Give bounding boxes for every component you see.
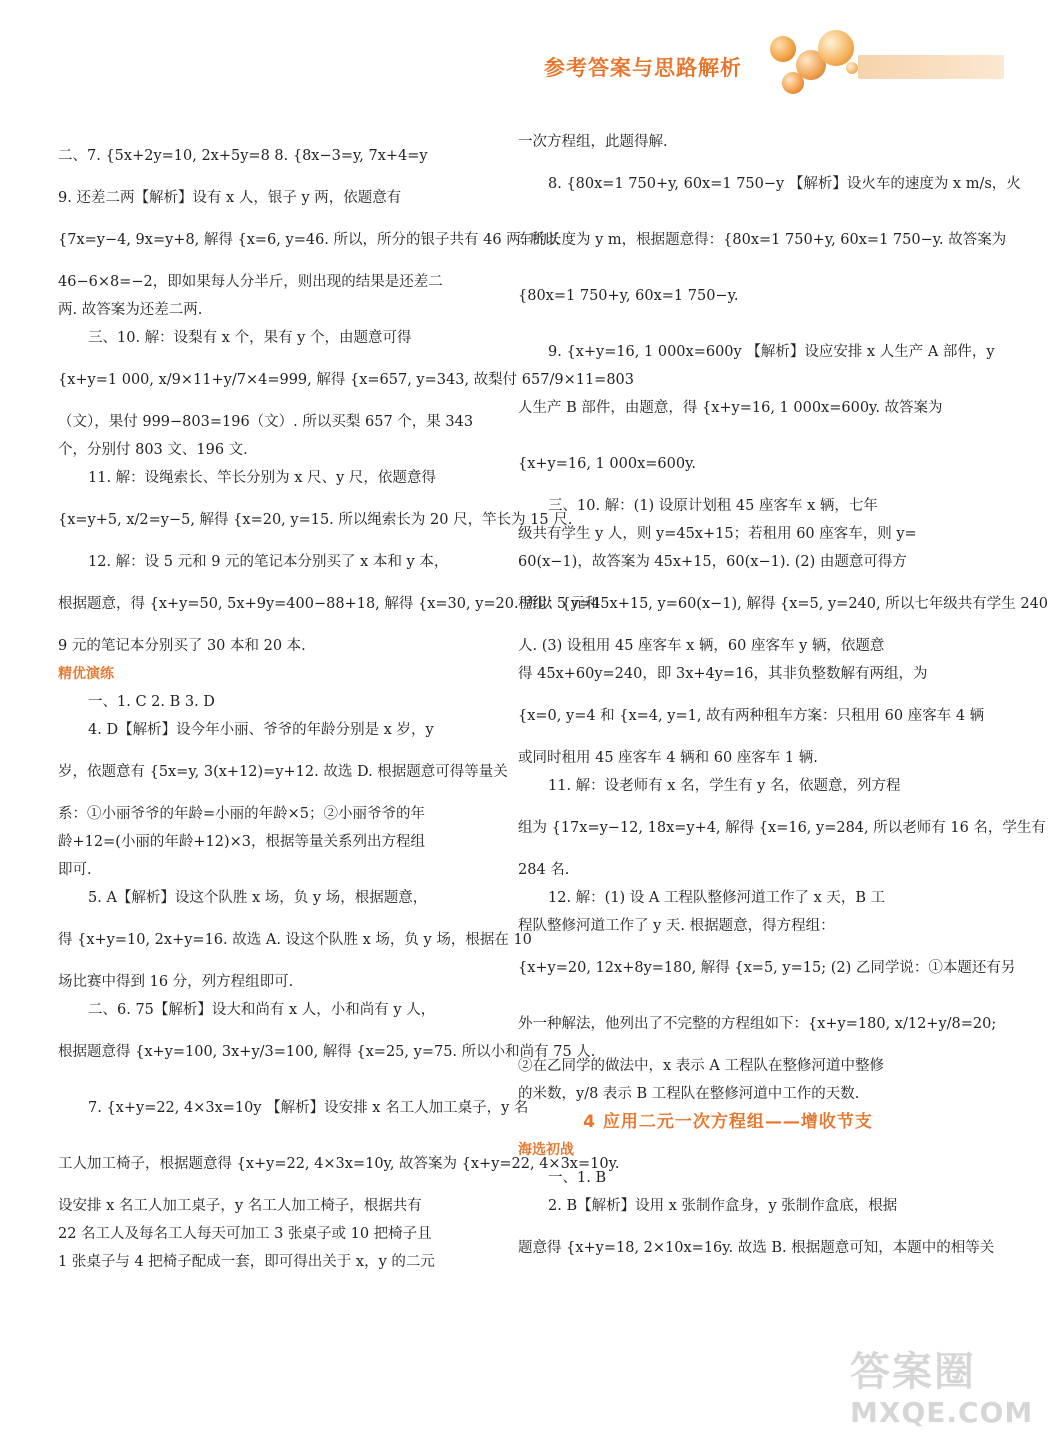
text-line: 或同时租用 45 座客车 4 辆和 60 座客车 1 辆. bbox=[518, 750, 818, 766]
text-line: 程组：{y=45x+15, y=60(x−1), 解得 {x=5, y=240, 所以七年级共有学生 240 bbox=[518, 596, 1048, 612]
text-line: 车的长度为 y m，根据题意得：{80x=1 750+y, 60x=1 750−y. 故答案为 bbox=[518, 232, 1007, 248]
text-line: 人生产 B 部件，由题意，得 {x+y=16, 1 000x=600y. 故答案为 bbox=[518, 400, 943, 416]
text-line: 根据题意得 {x+y=100, 3x+y/3=100, 解得 {x=25, y=75. 所以小和尚有 75 人. bbox=[58, 1044, 596, 1060]
text-line: 12. 解：设 5 元和 9 元的笔记本分别买了 x 本和 y 本， bbox=[88, 554, 449, 570]
text-line: 9 元的笔记本分别买了 30 本和 20 本. bbox=[58, 638, 306, 654]
text-line: 一、1. B bbox=[548, 1170, 607, 1186]
page-header bbox=[0, 0, 1028, 110]
text-line: 5. A【解析】设这个队胜 x 场，负 y 场，根据题意， bbox=[88, 890, 428, 906]
text-line: {80x=1 750+y, 60x=1 750−y. bbox=[518, 288, 739, 304]
text-line: {x+y=1 000, x/9×11+y/7×4=999, 解得 {x=657, y=343, 故梨付 657/9×11=803 bbox=[58, 372, 634, 388]
text-line: 工人加工椅子，根据题意得 {x+y=22, 4×3x=10y, 故答案为 {x+y=22, 4×3x=10y. bbox=[58, 1156, 620, 1172]
text-line: 2. B【解析】设用 x 张制作盒身，y 张制作盒底，根据 bbox=[548, 1198, 898, 1214]
text-line: {x=0, y=4 和 {x=4, y=1, 故有两种租车方案：只租用 60 座客车 4 辆 bbox=[518, 708, 985, 724]
text-line: 二、7. {5x+2y=10, 2x+5y=8 8. {8x−3=y, 7x+4=y bbox=[58, 148, 428, 164]
text-line: 级共有学生 y 人，则 y=45x+15；若租用 60 座客车，则 y= bbox=[518, 526, 917, 542]
decor-ball-icon bbox=[818, 30, 854, 66]
text-line: 岁，依题意有 {5x=y, 3(x+12)=y+12. 故选 D. 根据题意可得等量关 bbox=[58, 764, 508, 780]
text-line: 个，分别付 803 文、196 文. bbox=[58, 442, 248, 458]
text-line: 8. {80x=1 750+y, 60x=1 750−y 【解析】设火车的速度为 x m/s，火 bbox=[548, 176, 1021, 192]
text-line: 根据题意，得 {x+y=50, 5x+9y=400−88+18, 解得 {x=30, y=20. 所以 5 元和 bbox=[58, 596, 600, 612]
watermark-main: 答案圈 bbox=[850, 1349, 976, 1395]
text-line: 得 {x+y=10, 2x+y=16. 故选 A. 设这个队胜 x 场，负 y 场，根据在 10 bbox=[58, 932, 532, 948]
text-line: 284 名. bbox=[518, 862, 570, 878]
text-line: 12. 解：(1) 设 A 工程队整修河道工作了 x 天，B 工 bbox=[548, 890, 886, 906]
decor-ball-icon bbox=[846, 62, 858, 74]
text-line: 题意得 {x+y=18, 2×10x=16y. 故选 B. 根据题意可知，本题中的相等关 bbox=[518, 1240, 995, 1256]
text-line: 1 张桌子与 4 把椅子配成一套，即可得出关于 x，y 的二元 bbox=[58, 1254, 435, 1270]
text-line: 程队整修河道工作了 y 天. 根据题意，得方程组： bbox=[518, 918, 835, 934]
text-line: 22 名工人及每名工人每天可加工 3 张桌子或 10 把椅子且 bbox=[58, 1226, 432, 1242]
text-line: 9. 还差二两【解析】设有 x 人，银子 y 两，依题意有 bbox=[58, 190, 402, 206]
text-line: 人. (3) 设租用 45 座客车 x 辆，60 座客车 y 辆，依题意 bbox=[518, 638, 885, 654]
text-line: 得 45x+60y=240，即 3x+4y=16，其非负整数解有两组，为 bbox=[518, 666, 928, 682]
section-heading: 精优演练 bbox=[58, 666, 114, 682]
text-line: {x+y=16, 1 000x=600y. bbox=[518, 456, 696, 472]
text-line: {7x=y−4, 9x=y+8, 解得 {x=6, y=46. 所以，所分的银子共有 46 两. 所以 bbox=[58, 232, 559, 248]
text-line: 外一种解法，他列出了不完整的方程组如下：{x+y=180, x/12+y/8=20; bbox=[518, 1016, 997, 1032]
text-line: 的米数，y/8 表示 B 工程队在整修河道中工作的天数. bbox=[518, 1086, 860, 1102]
text-line: （文），果付 999−803=196（文）. 所以买梨 657 个，果 343 bbox=[58, 414, 474, 430]
decor-ball-icon bbox=[782, 72, 804, 94]
text-line: 二、6. 75【解析】设大和尚有 x 人，小和尚有 y 人， bbox=[88, 1002, 436, 1018]
text-line: 三、10. 解：(1) 设原计划租 45 座客车 x 辆，七年 bbox=[548, 498, 878, 514]
chapter-heading: 4 应用二元一次方程组——增收节支 bbox=[583, 1112, 873, 1132]
text-line: 一、1. C 2. B 3. D bbox=[88, 694, 215, 710]
text-line: 龄+12=(小丽的年龄+12)×3，根据等量关系列出方程组 bbox=[58, 834, 426, 850]
watermark-logo bbox=[850, 1340, 1034, 1440]
text-line: {x=y+5, x/2=y−5, 解得 {x=20, y=15. 所以绳索长为 20 尺，竿长为 15 尺. bbox=[58, 512, 573, 528]
right-column bbox=[518, 128, 1048, 1276]
text-line: 9. {x+y=16, 1 000x=600y 【解析】设应安排 x 人生产 A 部件，y bbox=[548, 344, 995, 360]
section-heading: 海选初战 bbox=[518, 1142, 574, 1158]
text-line: 4. D【解析】设今年小丽、爷爷的年龄分别是 x 岁，y bbox=[88, 722, 434, 738]
text-line: 11. 解：设绳索长、竿长分别为 x 尺、y 尺，依题意得 bbox=[88, 470, 436, 486]
text-line: 11. 解：设老师有 x 名，学生有 y 名，依题意，列方程 bbox=[548, 778, 901, 794]
watermark-url: MXQE.COM bbox=[850, 1396, 1034, 1429]
text-line: ②在乙同学的做法中，x 表示 A 工程队在整修河道中整修 bbox=[518, 1058, 884, 1074]
text-line: 组为 {17x=y−12, 18x=y+4, 解得 {x=16, y=284, 所以老师有 16 名，学生有 bbox=[518, 820, 1046, 836]
text-line: 两. 故答案为还差二两. bbox=[58, 302, 203, 318]
text-line: 三、10. 解：设梨有 x 个，果有 y 个，由题意可得 bbox=[88, 330, 412, 346]
text-line: 设安排 x 名工人加工桌子，y 名工人加工椅子，根据共有 bbox=[58, 1198, 422, 1214]
header-decor-bar bbox=[858, 55, 1004, 79]
text-line: 一次方程组，此题得解. bbox=[518, 134, 668, 150]
text-line: 60(x−1)，故答案为 45x+15，60(x−1). (2) 由题意可得方 bbox=[518, 554, 907, 570]
page-title: 参考答案与思路解析 bbox=[544, 56, 742, 80]
text-line: 系：①小丽爷爷的年龄=小丽的年龄×5；②小丽爷爷的年 bbox=[58, 806, 426, 822]
text-line: {x+y=20, 12x+8y=180, 解得 {x=5, y=15; (2) 乙同学说：①本题还有另 bbox=[518, 960, 1016, 976]
decor-ball-icon bbox=[770, 36, 796, 62]
text-line: 46−6×8=−2，即如果每人分半斤，则出现的结果是还差二 bbox=[58, 274, 443, 290]
text-line: 即可. bbox=[58, 862, 92, 878]
text-line: 7. {x+y=22, 4×3x=10y 【解析】设安排 x 名工人加工桌子，y 名 bbox=[88, 1100, 529, 1116]
text-line: 场比赛中得到 16 分，列方程组即可. bbox=[58, 974, 294, 990]
